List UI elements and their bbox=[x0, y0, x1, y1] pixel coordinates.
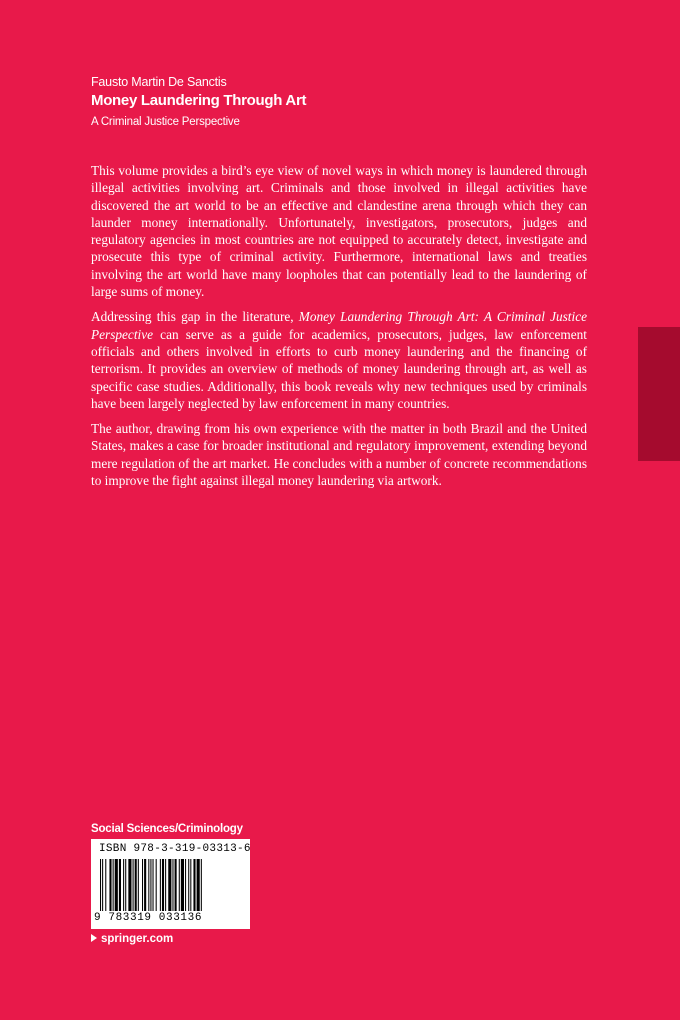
paragraph-2-book-title: Money Laundering Through Art: A Criminal Justice Perspective bbox=[91, 309, 587, 342]
paragraph-2-start: Addressing this gap in the literature, bbox=[91, 309, 299, 325]
book-title: Money Laundering Through Art bbox=[91, 92, 307, 109]
publisher-website[interactable] bbox=[91, 933, 173, 945]
author-name: Fausto Martin De Sanctis bbox=[91, 75, 227, 89]
arrow-right-icon bbox=[91, 934, 97, 942]
side-color-tab bbox=[638, 327, 680, 461]
barcode-icon bbox=[100, 859, 241, 911]
description-paragraph-2 bbox=[91, 308, 587, 412]
barcode-digits: 9 783319 033136 bbox=[94, 912, 203, 924]
description-paragraph-3: The author, drawing from his own experience with the matter in both Brazil and the United States, makes a case for broader institutional and regulatory improvement, extending beyond mere regulation of the art market. He concludes with a number of concrete recommendations to improve the fight against illegal money laundering via artwork. bbox=[91, 421, 587, 489]
description-paragraph-1: This volume provides a bird’s eye view of novel ways in which money is laundered through illegal activities involving art. Criminals and those involved in illegal activities have discovered the art world to be an effective and clandestine arena through which they can launder money internationally. Unfortunately, investigators, prosecutors, judges and regulatory agencies in most countries are not equipped to accurately detect, investigate and prosecute this type of criminal activity. Furthermore, international laws and treaties involving the art world have many loopholes that can potentially lead to the laundering of large sums of money. bbox=[91, 163, 587, 300]
isbn-number: ISBN 978-3-319-03313-6 bbox=[99, 843, 251, 855]
book-subtitle: A Criminal Justice Perspective bbox=[91, 116, 240, 128]
barcode-box bbox=[91, 839, 250, 929]
paragraph-2-end: can serve as a guide for academics, prosecutors, judges, law enforcement officials and others involved in efforts to curb money laundering and the financing of terrorism. It provides an overview of methods of money laundering through art, as well as specific case studies. Additionally, this book reveals why new techniques used by criminals have been largely neglected by law enforcement in many countries. bbox=[91, 326, 587, 411]
book-description bbox=[91, 162, 587, 497]
website-label: springer.com bbox=[101, 933, 174, 945]
cover-header bbox=[91, 74, 591, 130]
subject-category: Social Sciences/Criminology bbox=[91, 823, 243, 835]
